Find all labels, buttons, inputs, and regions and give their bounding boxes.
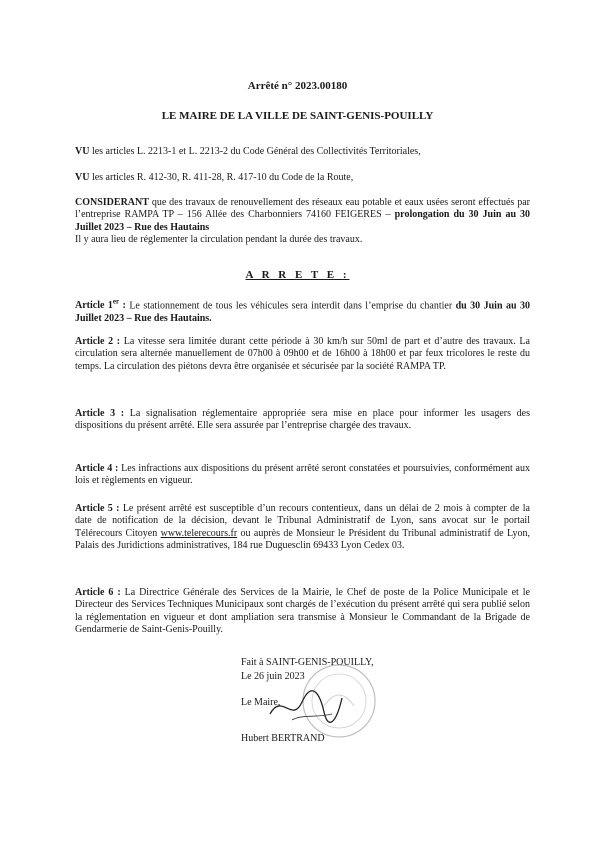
visa-lead: VU	[75, 172, 90, 183]
article-3	[75, 408, 530, 433]
article-label: Article 1er :	[75, 298, 126, 312]
article-bold: du 30 Juin au 30 Juillet 2023 – Rue des Hautains.	[75, 300, 530, 324]
considerant-text: que des travaux de renouvellement des réseaux eau potable et eaux usées seront effectués par l’entreprise RAMPA TP – 156 Allée des Charbonniers 74160 FEIGERES –	[75, 197, 530, 221]
signature-place: Fait à SAINT-GENIS-POUILLY,	[241, 657, 374, 668]
article-5	[75, 503, 530, 552]
article-label: Article 5 :	[75, 503, 120, 514]
article-text: La vitesse sera limitée durant cette période à 30 km/h sur 50ml de part et d’autre des travaux. La circulation sera alternée manuellement de 07h00 à 09h00 et de 16h00 à 18h00 et par feux tricolores le reste du temps. La circulation des piétons devra être organisée et sécurisée par la société RAMPA TP.	[75, 336, 530, 372]
signatory-name: Hubert BERTRAND	[241, 733, 325, 744]
telerecours-link[interactable]: www.telerecours.fr	[160, 527, 238, 539]
authority-title: LE MAIRE DE LA VILLE DE SAINT-GENIS-POUILLY	[161, 110, 434, 122]
considerant-paragraph	[75, 197, 530, 246]
considerant-lead: CONSIDERANT	[75, 197, 149, 208]
article-text: La signalisation réglementaire appropriée sera mise en place pour informer les usagers des dispositions du présent arrêté. Elle sera assurée par l’entreprise chargée des travaux.	[75, 408, 530, 432]
article-label: Article 3 :	[75, 408, 125, 419]
visa-text: les articles L. 2213-1 et L. 2213-2 du Code Général des Collectivités Territoriales,	[89, 146, 421, 157]
article-1	[75, 296, 530, 325]
visa-lead: VU	[75, 146, 90, 157]
article-text-continued: ou auprès de Monsieur le Président du Tribunal administratif de Lyon, Palais des Juridictions administratives, 184 rue Duguesclin 69433 Lyon Cedex 03.	[75, 527, 531, 551]
visa-paragraph-2	[75, 172, 530, 184]
article-4	[75, 463, 530, 488]
article-text: La Directrice Générale des Services de la Mairie, le Chef de poste de la Police Municipale et le Directeur des Services Techniques Municipaux sont chargés de l’exécution du présent arrêté qui sera publié selon la réglementation en vigueur et dont ampliation sera transmise à Monsieur le Commandant de la Brigade de Gendarmerie de Saint-Genis-Pouilly.	[75, 587, 530, 635]
article-2	[75, 336, 530, 373]
article-label: Article 6 :	[75, 587, 121, 598]
considerant-conclusion: Il y aura lieu de réglementer la circulation pendant la durée des travaux.	[75, 233, 363, 245]
considerant-bold: prolongation du 30 Juin au 30 Juillet 2023 – Rue des Hautains	[75, 209, 530, 233]
visa-paragraph-1	[75, 146, 530, 158]
article-text: Le présent arrêté est susceptible d’un recours contentieux, dans un délai de 2 mois à compter de la date de notification de la décision, devant le Tribunal Administratif de Lyon, sans avocat sur le portail Télérecours Citoyen	[75, 503, 530, 539]
article-label: Article 4 :	[75, 463, 119, 474]
signature-role: Le Maire,	[241, 697, 281, 708]
arrete-heading: A R R E T E :	[245, 269, 350, 281]
signature-date: Le 26 juin 2023	[241, 671, 305, 682]
arrete-number: Arrêté n° 2023.00180	[247, 80, 348, 92]
article-6	[75, 587, 530, 636]
article-text: Le stationnement de tous les véhicules sera interdit dans l’emprise du chantier	[125, 300, 456, 312]
visa-text: les articles R. 412-30, R. 411-28, R. 417-10 du Code de la Route,	[89, 172, 354, 183]
article-text: Les infractions aux dispositions du présent arrêté seront constatées et poursuivies, conformément aux lois et règlements en vigueur.	[75, 463, 530, 487]
article-label: Article 2 :	[75, 336, 121, 347]
